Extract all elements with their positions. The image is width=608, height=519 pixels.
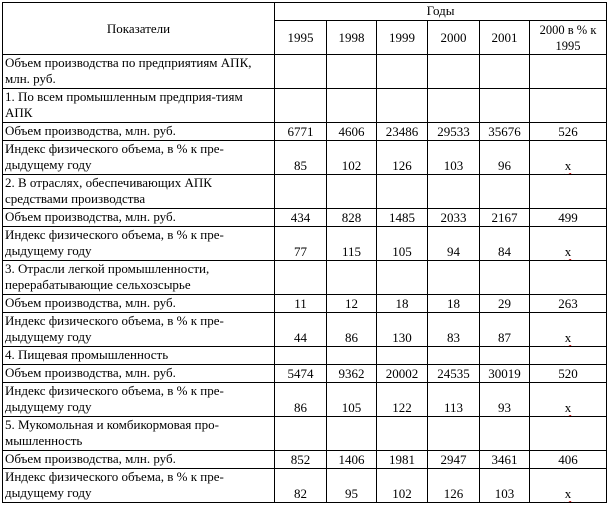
ratio-value-cell	[530, 347, 607, 365]
year-value-cell: 82	[275, 469, 327, 503]
table-row	[3, 55, 607, 89]
year-header: 2001	[480, 21, 530, 55]
year-value-cell: 35676	[480, 123, 530, 141]
year-value-cell	[275, 55, 327, 89]
year-value-cell	[377, 175, 428, 209]
ratio-value-cell	[530, 55, 607, 89]
year-value-cell	[428, 261, 480, 295]
year-value-cell: 1406	[327, 451, 377, 469]
year-value-cell: 86	[327, 313, 377, 347]
year-value-cell	[377, 417, 428, 451]
year-value-cell	[275, 261, 327, 295]
row-label: Объем производства, млн. руб.	[3, 365, 275, 383]
year-value-cell	[275, 175, 327, 209]
year-value-cell: 20002	[377, 365, 428, 383]
year-value-cell	[480, 55, 530, 89]
indicators-header: Показатели	[3, 3, 275, 55]
year-value-cell: 113	[428, 383, 480, 417]
ratio-value-cell: 406	[530, 451, 607, 469]
year-value-cell: 2947	[428, 451, 480, 469]
row-label: Индекс физического объема, в % к пре-дыдущему году	[3, 141, 275, 175]
year-value-cell: 85	[275, 141, 327, 175]
year-value-cell	[327, 347, 377, 365]
year-value-cell: 87	[480, 313, 530, 347]
year-value-cell: 93	[480, 383, 530, 417]
year-value-cell: 83	[428, 313, 480, 347]
year-value-cell: 24535	[428, 365, 480, 383]
table-row	[3, 175, 607, 209]
year-value-cell	[377, 347, 428, 365]
ratio-value-cell: х	[530, 313, 607, 347]
year-value-cell	[327, 55, 377, 89]
year-value-cell: 105	[377, 227, 428, 261]
row-label: 4. Пищевая промышленность	[3, 347, 275, 365]
year-value-cell	[428, 175, 480, 209]
table-row	[3, 227, 607, 261]
year-value-cell	[480, 175, 530, 209]
ratio-value-cell: 520	[530, 365, 607, 383]
year-header: 1998	[327, 21, 377, 55]
year-value-cell: 126	[377, 141, 428, 175]
table-row	[3, 141, 607, 175]
year-value-cell	[428, 55, 480, 89]
row-label: Объем производства, млн. руб.	[3, 295, 275, 313]
year-value-cell	[377, 55, 428, 89]
ratio-value-cell: х	[530, 383, 607, 417]
year-value-cell: 23486	[377, 123, 428, 141]
ratio-value-cell: 526	[530, 123, 607, 141]
year-value-cell	[480, 89, 530, 123]
year-header: 1995	[275, 21, 327, 55]
year-value-cell	[480, 417, 530, 451]
year-value-cell: 105	[327, 383, 377, 417]
year-value-cell: 102	[377, 469, 428, 503]
apk-production-table	[2, 2, 607, 503]
row-label: Индекс физического объема, в % к пре-дыдущему году	[3, 227, 275, 261]
row-label: Объем производства, млн. руб.	[3, 123, 275, 141]
ratio-value-cell: х	[530, 227, 607, 261]
year-value-cell: 29	[480, 295, 530, 313]
year-value-cell: 86	[275, 383, 327, 417]
year-value-cell: 102	[327, 141, 377, 175]
year-value-cell: 30019	[480, 365, 530, 383]
year-header: 1999	[377, 21, 428, 55]
ratio-value-cell	[530, 175, 607, 209]
row-label: Индекс физического объема, в % к пре-дыдущему году	[3, 383, 275, 417]
table-row	[3, 295, 607, 313]
year-value-cell: 1485	[377, 209, 428, 227]
table-body	[3, 55, 607, 503]
row-label: Индекс физического объема, в % к пре-дыдущему году	[3, 313, 275, 347]
year-value-cell: 77	[275, 227, 327, 261]
row-label: 3. Отрасли легкой промышленности, перерабатывающие сельхозсырье	[3, 261, 275, 295]
table-row	[3, 383, 607, 417]
table-row	[3, 209, 607, 227]
year-value-cell	[327, 89, 377, 123]
year-header: 2000	[428, 21, 480, 55]
year-value-cell: 2033	[428, 209, 480, 227]
year-value-cell: 96	[480, 141, 530, 175]
year-value-cell: 434	[275, 209, 327, 227]
year-value-cell	[480, 261, 530, 295]
year-value-cell: 1981	[377, 451, 428, 469]
ratio-header: 2000 в % к 1995	[530, 21, 607, 55]
ratio-value-cell: х	[530, 469, 607, 503]
year-value-cell	[428, 347, 480, 365]
ratio-value-cell	[530, 261, 607, 295]
year-value-cell: 103	[480, 469, 530, 503]
year-value-cell: 103	[428, 141, 480, 175]
year-value-cell	[327, 175, 377, 209]
ratio-value-cell: х	[530, 141, 607, 175]
year-value-cell: 852	[275, 451, 327, 469]
year-value-cell	[377, 261, 428, 295]
year-value-cell	[428, 89, 480, 123]
ratio-value-cell: 263	[530, 295, 607, 313]
row-label: Объем производства, млн. руб.	[3, 451, 275, 469]
table-row	[3, 451, 607, 469]
year-value-cell: 84	[480, 227, 530, 261]
year-value-cell: 4606	[327, 123, 377, 141]
year-value-cell: 5474	[275, 365, 327, 383]
year-value-cell	[428, 417, 480, 451]
year-value-cell: 9362	[327, 365, 377, 383]
table-row	[3, 417, 607, 451]
year-value-cell: 126	[428, 469, 480, 503]
year-value-cell: 18	[428, 295, 480, 313]
year-value-cell: 828	[327, 209, 377, 227]
row-label: Объем производства, млн. руб.	[3, 209, 275, 227]
table-row	[3, 365, 607, 383]
year-value-cell: 18	[377, 295, 428, 313]
year-value-cell	[275, 417, 327, 451]
table-row	[3, 261, 607, 295]
year-value-cell	[327, 261, 377, 295]
year-value-cell	[275, 347, 327, 365]
year-value-cell	[377, 89, 428, 123]
year-value-cell	[480, 347, 530, 365]
year-value-cell	[275, 89, 327, 123]
ratio-value-cell	[530, 417, 607, 451]
row-label: 5. Мукомольная и комбикормовая про-мышленность	[3, 417, 275, 451]
year-value-cell: 122	[377, 383, 428, 417]
year-value-cell: 130	[377, 313, 428, 347]
year-value-cell: 11	[275, 295, 327, 313]
row-label: Индекс физического объема, в % к пре-дыдущему году	[3, 469, 275, 503]
year-value-cell: 29533	[428, 123, 480, 141]
table-row	[3, 313, 607, 347]
year-value-cell: 95	[327, 469, 377, 503]
ratio-value-cell: 499	[530, 209, 607, 227]
table-row	[3, 89, 607, 123]
year-value-cell: 2167	[480, 209, 530, 227]
year-value-cell: 12	[327, 295, 377, 313]
table-row	[3, 347, 607, 365]
year-value-cell: 6771	[275, 123, 327, 141]
row-label: 2. В отраслях, обеспечивающих АПК средствами производства	[3, 175, 275, 209]
table-row	[3, 469, 607, 503]
year-value-cell: 94	[428, 227, 480, 261]
year-value-cell: 3461	[480, 451, 530, 469]
year-value-cell: 115	[327, 227, 377, 261]
ratio-value-cell	[530, 89, 607, 123]
row-label: Объем производства по предприятиям АПК, млн. руб.	[3, 55, 275, 89]
table-row	[3, 123, 607, 141]
year-value-cell	[327, 417, 377, 451]
years-group-header: Годы	[275, 3, 607, 21]
row-label: 1. По всем промышленным предприя-тиям АПК	[3, 89, 275, 123]
year-value-cell: 44	[275, 313, 327, 347]
